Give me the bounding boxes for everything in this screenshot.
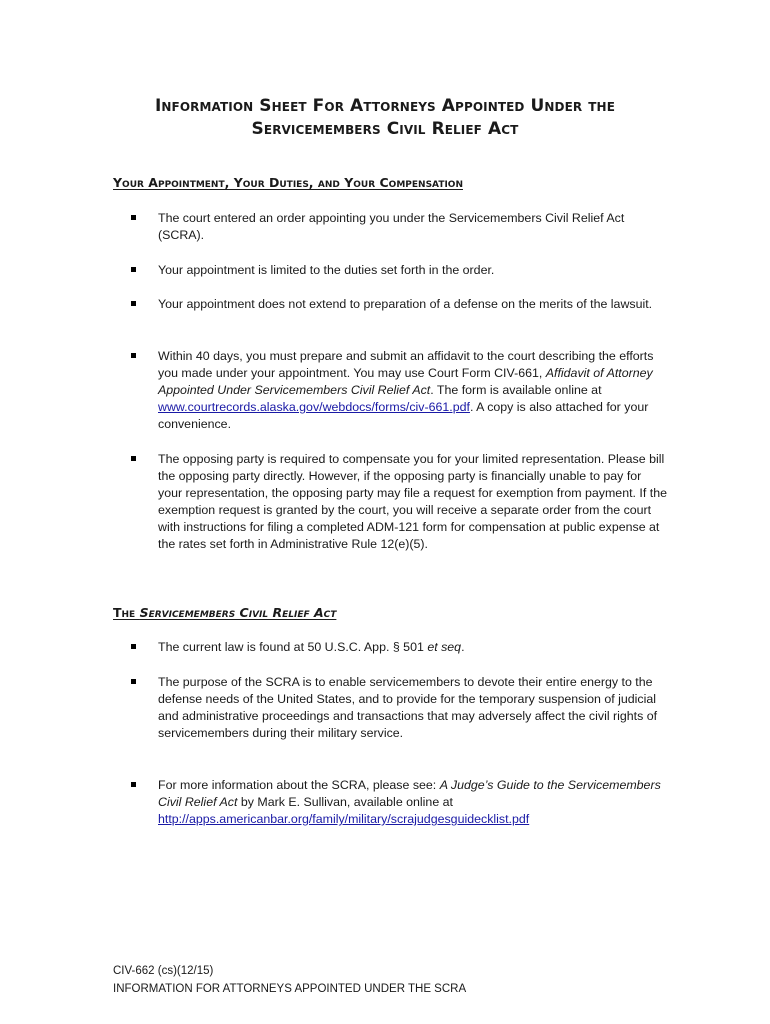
bullet-icon (131, 301, 136, 306)
bullet-icon (131, 215, 136, 220)
bullet-text (158, 348, 668, 433)
document-title-line-2: Servicemembers Civil Relief Act (251, 119, 519, 139)
heading-segment: The (113, 605, 140, 620)
bullet-text-segment: For more information about the SCRA, please see: (158, 778, 440, 792)
section-heading-scra (113, 605, 336, 620)
bullet-icon (131, 644, 136, 649)
section-heading-appointment: Your Appointment, Your Duties, and Your Compensation (113, 175, 463, 190)
form-footer-title: INFORMATION FOR ATTORNEYS APPOINTED UNDER THE SCRA (113, 983, 467, 995)
guide-title-italic: A Judge’s Guide to the Servicemembers Civil Relief Act (158, 778, 661, 809)
bullet-text (158, 639, 668, 656)
bullet-text: Your appointment is limited to the duties set forth in the order. (158, 263, 495, 277)
bullet-text: The purpose of the SCRA is to enable servicemembers to devote their entire energy to the defense needs of the United States, and to provide for the temporary suspension of judicial and administrative proceedings and transactions that may adversely affect the civil rights of servicemembers during their military service. (158, 675, 658, 740)
bullet-text-segment: . The form is available online at (430, 383, 602, 397)
bullet-icon (131, 679, 136, 684)
bullet-icon (131, 267, 136, 272)
bullet-text: Your appointment does not extend to preparation of a defense on the merits of the lawsuit. (158, 297, 653, 311)
bullet-icon (131, 456, 136, 461)
judges-guide-link[interactable]: http://apps.americanbar.org/family/military/scrajudgesguidecklist.pdf (158, 812, 530, 826)
document-title-line-1: Information Sheet For Attorneys Appointed Under the (154, 96, 616, 116)
bullet-icon (131, 353, 136, 358)
bullet-text-segment: Within 40 days, you must prepare and submit an affidavit to the court describing the efforts you made under your appointment. You may use Court Form CIV-661, (158, 349, 654, 380)
bullet-text-segment: . (461, 640, 465, 654)
form-title-italic: Affidavit of Attorney Appointed Under Servicemembers Civil Relief Act (158, 366, 653, 397)
bullet-text (158, 777, 668, 828)
bullet-icon (131, 782, 136, 787)
form-civ-661-link[interactable]: www.courtrecords.alaska.gov/webdocs/forms/civ-661.pdf (158, 400, 470, 414)
bullet-text: The opposing party is required to compensate you for your limited representation. Please bill the opposing party directly. However, if the opposing party is financially unable to pay for your representation, the opposing party may file a request for exemption from payment. If the exemption request is granted by the court, you will receive a separate order from the court with instructions for filing a completed ADM-121 form for compensation at public expense at the rates set forth in Administrative Rule 12(e)(5). (158, 452, 667, 551)
heading-italic-segment: Servicemembers Civil Relief Act (139, 605, 337, 620)
bullet-text-segment: by Mark E. Sullivan, available online at (237, 795, 453, 809)
bullet-text-segment: The current law is found at 50 U.S.C. App. § 501 (158, 640, 428, 654)
et-seq-italic: et seq (427, 640, 462, 654)
form-code: CIV-662 (cs)(12/15) (113, 965, 214, 977)
bullet-text: The court entered an order appointing you under the Servicemembers Civil Relief Act (SCRA). (158, 211, 625, 242)
bullet-text-segment: . A copy is also attached for your convenience. (158, 400, 649, 431)
